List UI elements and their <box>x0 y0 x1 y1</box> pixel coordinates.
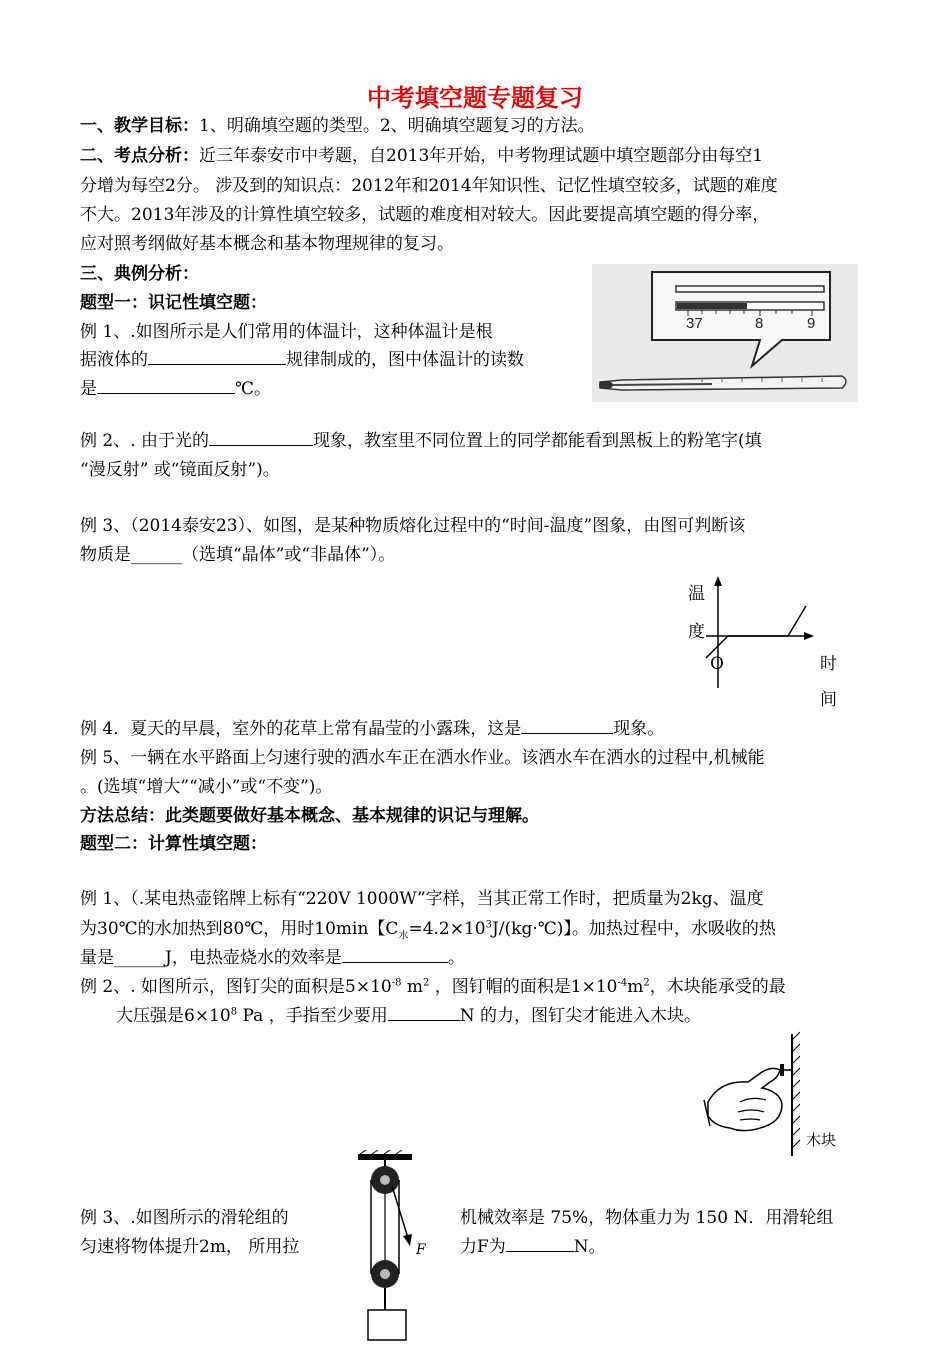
type2-ex3-left-line1: 例 3、.如图所示的滑轮组的 <box>80 1208 289 1228</box>
text: ，图钉帽的面积是1×10 <box>429 977 618 997</box>
answer-blank[interactable] <box>388 1006 460 1021</box>
text: =4.2×10 <box>408 919 486 939</box>
text: 力F为 <box>460 1237 506 1257</box>
superscript: 3 <box>485 919 492 931</box>
type2-ex1-line3 <box>80 948 465 968</box>
text: 为30℃的水加热到80℃，用时10min【C <box>80 919 399 939</box>
text: N。 <box>573 1237 606 1257</box>
answer-blank[interactable] <box>342 948 448 963</box>
superscript: -8 <box>391 977 402 989</box>
type1-ex1-line3 <box>80 379 271 399</box>
subscript: 水 <box>398 930 409 942</box>
analysis-line-2: 分增为每空2分。 涉及到的知识点：2012年和2014年知识性、记忆性填空较多，试题的难度 <box>80 176 778 196</box>
type1-ex3-line1: 例 3、（2014泰安23）、如图，是某种物质熔化过程中的“时间-温度”图象，由图可判断该 <box>80 516 746 536</box>
text: J/(kg·℃)】。加热过程中，水吸收的热 <box>491 919 776 939</box>
thermometer-figure <box>592 264 858 402</box>
thermometer-drawing <box>592 264 858 402</box>
text: m <box>627 977 644 997</box>
analysis-line-3: 不大。2013年涉及的计算性填空较多，试题的难度相对较大。因此要提高填空题的得分率， <box>80 205 770 225</box>
analysis-line-1 <box>80 146 763 166</box>
text: 量是______J，电热壶烧水的效率是 <box>80 948 342 968</box>
pulley-figure <box>350 1150 440 1342</box>
type1-heading: 题型一：识记性填空题： <box>80 293 267 313</box>
tick-label-8: 8 <box>755 315 764 332</box>
answer-blank[interactable] <box>521 719 613 734</box>
text: ，木块能承受的最 <box>649 977 786 997</box>
y-axis-label-2: 度 <box>688 622 705 642</box>
type1-ex3-line2: 物质是______（选填“晶体”或“非晶体”）。 <box>80 545 396 565</box>
type2-heading: 题型二：计算性填空题： <box>80 834 267 854</box>
x-axis-label-1: 时 <box>820 654 837 674</box>
superscript: 8 <box>230 1006 238 1018</box>
section-heading: 二、考点分析： <box>80 146 199 166</box>
text: 例 2、. 由于光的 <box>80 431 210 451</box>
answer-blank[interactable] <box>97 379 235 394</box>
x-axis-label-2: 间 <box>820 690 837 710</box>
type1-ex1-line1: 例 1、.如图所示是人们常用的体温计，这种体温计是根 <box>80 322 493 342</box>
type2-ex1-line2 <box>80 919 776 942</box>
type2-ex2-line1 <box>80 977 786 997</box>
section-text: 近三年泰安市中考题，自2013年开始，中考物理试题中填空题部分由每空1 <box>199 146 764 166</box>
page-title: 中考填空题专题复习 <box>367 83 583 112</box>
force-label: F <box>416 1242 426 1258</box>
type2-ex2-line2 <box>116 1006 701 1026</box>
section-heading: 三、典例分析： <box>80 264 199 284</box>
type1-ex5-line2: 。(选填“增大”“减小”或“不变”)。 <box>80 777 333 797</box>
analysis-line-4: 应对照考纲做好基本概念和基本物理规律的复习。 <box>80 234 454 254</box>
text: 是 <box>80 379 97 399</box>
thumbtack-figure <box>700 1030 850 1160</box>
superscript: 2 <box>423 977 430 989</box>
origin-label: O <box>710 654 724 674</box>
type2-ex3-right-line2 <box>460 1237 606 1257</box>
superscript: 2 <box>643 977 650 989</box>
text: 据液体的 <box>80 350 148 370</box>
text: 例 2、. 如图所示，图钉尖的面积是5×10 <box>80 977 392 997</box>
wood-block-label: 木块 <box>806 1131 837 1149</box>
answer-blank[interactable] <box>148 350 286 365</box>
type2-ex1-line1: 例 1、（.某电热壶铭牌上标有“220V 1000W”字样，当其正常工作时，把质量为2kg、温度 <box>80 889 764 909</box>
method-summary: 方法总结：此类题要做好基本概念、基本规律的识记与理解。 <box>80 806 539 826</box>
superscript: -4 <box>617 977 628 989</box>
answer-blank[interactable] <box>506 1237 574 1252</box>
y-axis-label-1: 温 <box>688 584 705 604</box>
text: 规律制成的，图中体温计的读数 <box>286 350 524 370</box>
teaching-goals <box>80 116 595 136</box>
tick-label-9: 9 <box>807 315 816 332</box>
type1-ex2-line2: “漫反射” 或“镜面反射”)。 <box>80 460 280 480</box>
tick-label-37: 37 <box>686 315 703 332</box>
type1-ex1-line2 <box>80 350 524 370</box>
text: 现象，教室里不同位置上的同学都能看到黑板上的粉笔字(填 <box>313 431 762 451</box>
melting-graph <box>680 572 850 712</box>
answer-blank[interactable] <box>209 431 313 446</box>
type1-ex2-line1 <box>80 431 762 451</box>
section-heading: 一、教学目标： <box>80 116 199 136</box>
pulley-system-drawing <box>350 1150 440 1342</box>
text: 大压强是6×10 <box>116 1006 231 1026</box>
type1-ex4 <box>80 719 664 739</box>
text: 例 4．夏天的早晨，室外的花草上常有晶莹的小露珠，这是 <box>80 719 522 739</box>
text: ℃。 <box>235 379 272 399</box>
text: Pa ，手指至少要用 <box>237 1006 388 1026</box>
text: m <box>401 977 423 997</box>
type2-ex3-right-line1: 机械效率是 75%，物体重力为 150 N．用滑轮组 <box>460 1208 834 1228</box>
text: 现象。 <box>613 719 665 739</box>
text: N 的力，图钉尖才能进入木块。 <box>459 1006 701 1026</box>
type1-ex5-line1: 例 5、一辆在水平路面上匀速行驶的洒水车正在洒水作业。该洒水车在洒水的过程中,机械能 <box>80 748 765 768</box>
type2-ex3-left-line2: 匀速将物体提升2m， 所用拉 <box>80 1237 300 1257</box>
text: 。 <box>447 948 465 968</box>
section-text: 1、明确填空题的类型。2、明确填空题复习的方法。 <box>199 116 595 136</box>
